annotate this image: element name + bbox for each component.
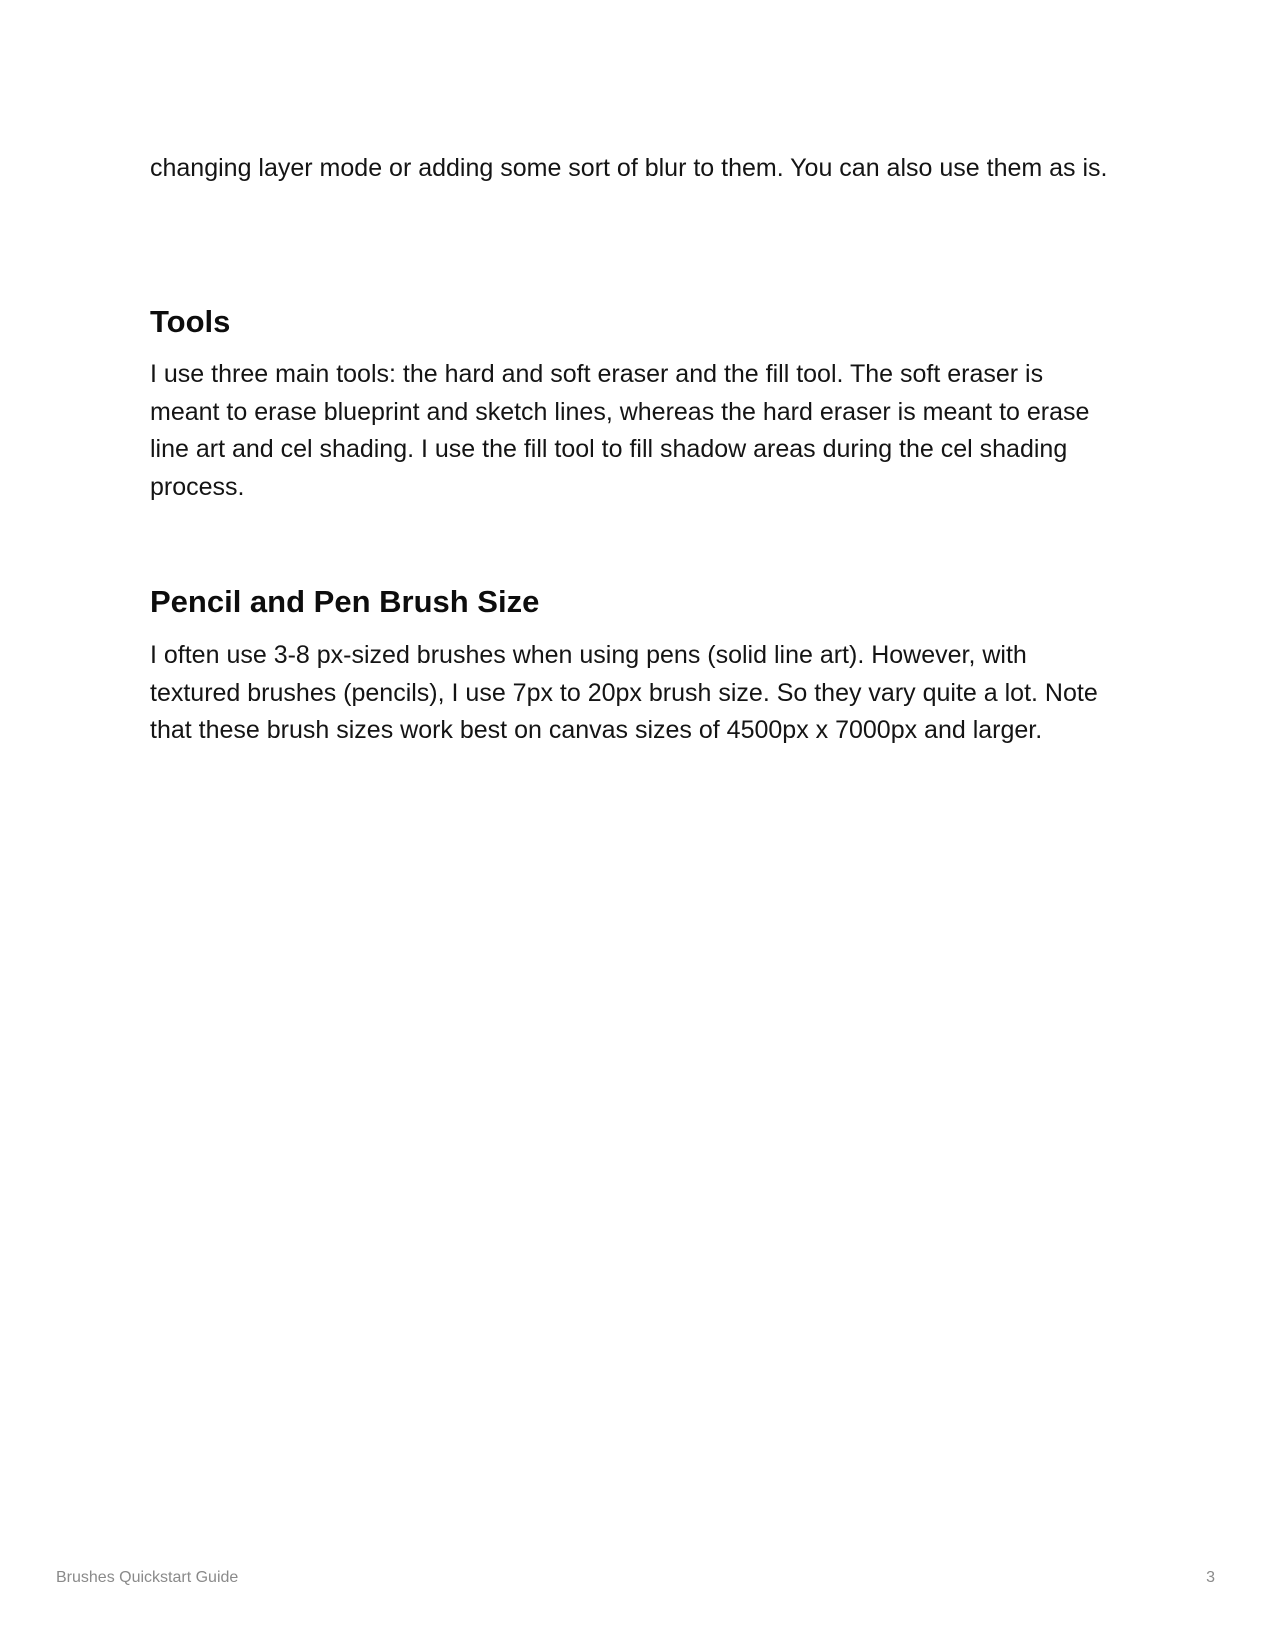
intro-paragraph: changing layer mode or adding some sort of blur to them. You can also use them as is. [150, 154, 1108, 182]
section-body-brush-size: I often use 3-8 px-sized brushes when using pens (solid line art). However, with textured brushes (pencils), I use 7px to 20px brush size. So they vary quite a lot. Note that these brush sizes work best on canvas sizes of 4500px x 7000px and larger. [150, 641, 1098, 744]
footer-document-title: Brushes Quickstart Guide [56, 1569, 239, 1586]
section-body-tools: I use three main tools: the hard and soft eraser and the fill tool. The soft eraser is meant to erase blueprint and sketch lines, whereas the hard eraser is meant to erase line art and cel shading. I use the fill tool to fill shadow areas during the cel shading process. [150, 360, 1090, 501]
footer-page-number: 3 [1206, 1569, 1215, 1586]
section-heading-tools: Tools [150, 304, 231, 339]
section-heading-brush-size: Pencil and Pen Brush Size [150, 584, 540, 619]
